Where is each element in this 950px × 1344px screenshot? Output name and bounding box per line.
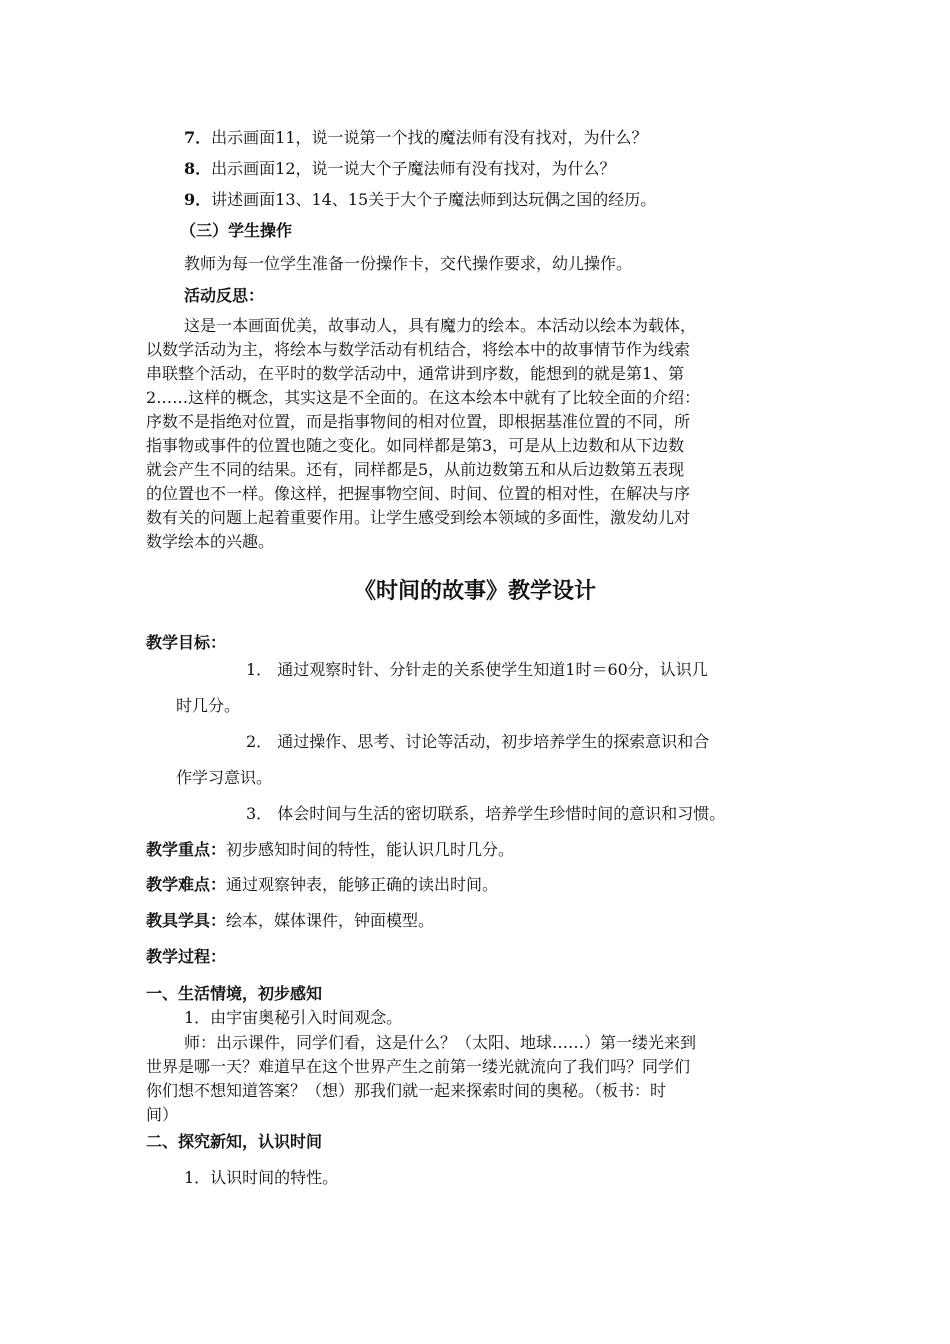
tools-text: 绘本，媒体课件，钟面模型。 — [226, 911, 435, 930]
key-text: 初步感知时间的特性，能认识几时几分。 — [226, 840, 515, 859]
list-text: 讲述画面13、14、15关于大个子魔法师到达玩偶之国的经历。 — [211, 190, 657, 209]
reflection-line: 2……这样的概念，其实这是不全面的。在这本绘本中就有了比较全面的介绍： — [146, 388, 701, 407]
reflection-line: 指事物或事件的位置也随之变化。如同样都是第3，可是从上边数和从下边数 — [146, 436, 685, 455]
section-text-student-operation: 教师为每一位学生准备一份操作卡，交代操作要求，幼儿操作。 — [184, 254, 633, 273]
goal-1-line-1: 1． 通过观察时针、分针走的关系使学生知道1时＝60分，认识几 — [246, 660, 708, 679]
reflection-line: 串联整个活动，在平时的数学活动中，通常讲到序数，能想到的就是第1、第 — [146, 364, 685, 383]
list-text: 出示画面11，说一说第一个找的魔法师有没有找对，为什么？ — [211, 128, 648, 147]
key-label: 教学重点： — [146, 840, 227, 859]
teaching-difficulty — [146, 874, 498, 896]
goal-2-line-2: 作学习意识。 — [176, 768, 273, 787]
goal-2-line-1: 2． 通过操作、思考、讨论等活动，初步培养学生的探索意识和合 — [246, 732, 710, 751]
step-2-heading: 二、探究新知，认识时间 — [146, 1132, 323, 1151]
goal-3: 3． 体会时间与生活的密切联系，培养学生珍惜时间的意识和习惯。 — [246, 804, 726, 823]
step-1-line: 你们想不想知道答案？（想）那我们就一起来探索时间的奥秘。（板书：时 — [146, 1081, 667, 1100]
list-item-7 — [184, 127, 648, 149]
difficulty-label: 教学难点： — [146, 875, 227, 894]
list-item-9 — [184, 189, 656, 211]
reflection-line: 以数学活动为主，将绘本与数学活动有机结合，将绘本中的故事情节作为线索 — [146, 340, 691, 359]
reflection-line: 就会产生不同的结果。还有，同样都是5，从前边数第五和从后边数第五表现 — [146, 460, 685, 479]
reflection-line: 这是一本画面优美，故事动人，具有魔力的绘本。本活动以绘本为载体， — [184, 316, 697, 335]
section-heading-student-operation: （三）学生操作 — [180, 221, 293, 240]
reflection-line: 数学绘本的兴趣。 — [146, 532, 275, 551]
tools-label: 教具学具： — [146, 911, 227, 930]
list-number: 9． — [184, 190, 212, 209]
step-1-line: 世界是哪一天？难道早在这个世界产生之前第一缕光就流向了我们吗？同学们 — [146, 1057, 691, 1076]
list-number: 8． — [184, 159, 212, 178]
step-1-line: 师：出示课件，同学们看，这是什么？（太阳、地球……）第一缕光来到 — [184, 1033, 697, 1052]
list-text: 出示画面12，说一说大个子魔法师有没有找对，为什么？ — [211, 159, 616, 178]
step-1-line: 间） — [146, 1105, 179, 1124]
step-1-heading: 一、生活情境，初步感知 — [146, 984, 323, 1003]
teaching-key-point — [146, 839, 514, 861]
goals-label: 教学目标： — [146, 633, 227, 652]
teaching-tools — [146, 910, 434, 932]
list-number: 7． — [184, 128, 212, 147]
reflection-heading: 活动反思： — [184, 286, 265, 305]
reflection-line: 数有关的问题上起着重要作用。让学生感受到绘本领域的多面性，激发幼儿对 — [146, 508, 691, 527]
reflection-line: 的位置也不一样。像这样，把握事物空间、时间、位置的相对性，在解决与序 — [146, 484, 691, 503]
goal-1-line-2: 时几分。 — [176, 696, 241, 715]
reflection-line: 序数不是指绝对位置，而是指事物间的相对位置，即根据基准位置的不同，所 — [146, 412, 691, 431]
step-1-item: 1．由宇宙奥秘引入时间观念。 — [184, 1008, 403, 1027]
step-2-item: 1．认识时间的特性。 — [184, 1168, 339, 1187]
process-label: 教学过程： — [146, 947, 227, 966]
list-item-8 — [184, 158, 616, 180]
difficulty-text: 通过观察钟表，能够正确的读出时间。 — [226, 875, 499, 894]
document-title: 《时间的故事》教学设计 — [353, 578, 596, 604]
